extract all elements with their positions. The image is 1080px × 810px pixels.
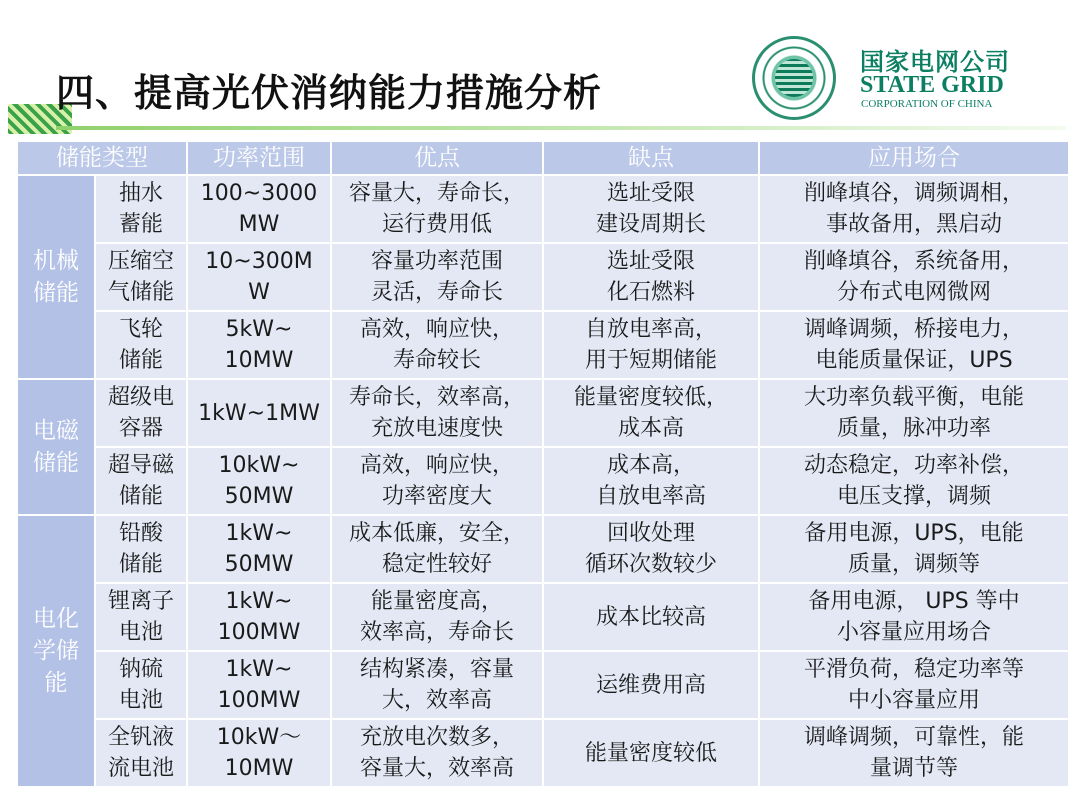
- category-cell: [17, 515, 95, 787]
- disadvantages-cell-line: 选址受限: [606, 181, 695, 206]
- power-range-cell: [187, 719, 331, 787]
- advantages-cell-line: 充放电次数多，: [359, 725, 514, 750]
- storage-type-cell-line: 容器: [118, 416, 163, 441]
- storage-type-cell-line: 储能: [118, 552, 163, 577]
- storage-type-cell-line: 飞轮: [118, 317, 163, 342]
- advantages-cell-line: 灵活，寿命长: [370, 280, 503, 305]
- power-range-cell-line: 50MW: [224, 484, 294, 509]
- advantages-cell: [331, 311, 543, 379]
- applications-cell-line: 量调节等: [869, 756, 958, 781]
- advantages-cell-line: 容量功率范围: [370, 249, 503, 274]
- category-label-line: 储能: [33, 280, 79, 306]
- disadvantages-cell-line: 选址受限: [606, 249, 695, 274]
- table-row: [17, 379, 1069, 447]
- storage-type-cell-line: 储能: [118, 484, 163, 509]
- applications-cell-line: 事故备用，黑启动: [825, 212, 1002, 237]
- disadvantages-cell-line: 成本高，: [606, 453, 695, 478]
- storage-type-cell-line: 气储能: [107, 280, 174, 305]
- disadvantages-cell-line: 化石燃料: [606, 280, 695, 305]
- applications-cell-line: 动态稳定，功率补偿，: [803, 453, 1024, 478]
- header-power: 功率范围: [187, 141, 331, 175]
- table-row: [17, 447, 1069, 515]
- advantages-cell-line: 容量大，效率高: [359, 756, 514, 781]
- category-cell: [17, 175, 95, 379]
- logo-english-subtitle: CORPORATION OF CHINA: [861, 98, 993, 110]
- advantages-cell: [331, 175, 543, 243]
- applications-cell: [759, 447, 1069, 515]
- state-grid-logo-icon: [752, 36, 836, 120]
- applications-cell-line: 削峰填谷，系统备用，: [803, 249, 1024, 274]
- applications-cell-line: 削峰填谷，调频调相，: [803, 181, 1024, 206]
- advantages-cell-line: 运行费用低: [381, 212, 492, 237]
- disadvantages-cell-line: 能量密度较低: [584, 740, 717, 766]
- power-range-cell-line: W: [248, 280, 270, 305]
- header-cons: 缺点: [543, 141, 759, 175]
- storage-type-cell: [95, 719, 187, 787]
- applications-cell: [759, 243, 1069, 311]
- applications-cell-line: 调峰调频，可靠性，能: [803, 725, 1024, 750]
- advantages-cell-line: 稳定性较好: [381, 552, 492, 577]
- storage-type-cell-line: 超导磁: [107, 453, 174, 478]
- energy-storage-table: [16, 140, 1070, 788]
- applications-cell-line: 电压支撑，调频: [836, 484, 991, 509]
- advantages-cell-line: 高效，响应快，: [359, 317, 514, 342]
- storage-type-cell-line: 蓄能: [118, 212, 163, 237]
- power-range-cell-line: 10MW: [224, 348, 294, 373]
- storage-type-cell-line: 压缩空: [107, 249, 174, 274]
- applications-cell-line: 中小容量应用: [847, 688, 980, 713]
- table-row: [17, 243, 1069, 311]
- disadvantages-cell: [543, 175, 759, 243]
- power-range-cell-line: 50MW: [224, 552, 294, 577]
- applications-cell-line: 质量，调频等: [847, 552, 980, 577]
- storage-type-cell: [95, 515, 187, 583]
- disadvantages-cell-line: 运维费用高: [595, 672, 706, 698]
- disadvantages-cell-line: 用于短期储能: [584, 348, 717, 373]
- disadvantages-cell: [543, 243, 759, 311]
- power-range-cell-line: 10kW～: [216, 725, 302, 750]
- header-pros: 优点: [331, 141, 543, 175]
- power-range-cell: [187, 243, 331, 311]
- power-range-cell-line: 5kW~: [225, 317, 293, 342]
- power-range-cell-line: 10kW~: [218, 453, 300, 478]
- title-underline: [56, 126, 1066, 130]
- storage-type-cell-line: 电池: [118, 620, 163, 645]
- advantages-cell-line: 能量密度高，: [370, 589, 503, 614]
- applications-cell-line: 平滑负荷，稳定功率等: [803, 657, 1024, 682]
- power-range-cell-line: 1kW~: [225, 657, 293, 682]
- power-range-cell: [187, 651, 331, 719]
- advantages-cell: [331, 447, 543, 515]
- disadvantages-cell-line: 成本高: [617, 416, 684, 441]
- storage-type-cell: [95, 583, 187, 651]
- disadvantages-cell-line: 回收处理: [606, 521, 695, 546]
- advantages-cell: [331, 719, 543, 787]
- storage-type-cell: [95, 379, 187, 447]
- advantages-cell-line: 充放电速度快: [370, 416, 503, 441]
- applications-cell: [759, 651, 1069, 719]
- applications-cell: [759, 175, 1069, 243]
- globe-icon: [775, 59, 813, 97]
- storage-type-cell-line: 储能: [118, 348, 163, 373]
- storage-type-cell-line: 锂离子: [107, 589, 174, 614]
- category-label-line: 学储: [33, 638, 79, 664]
- power-range-cell: [187, 379, 331, 447]
- disadvantages-cell-line: 建设周期长: [595, 212, 706, 237]
- advantages-cell-line: 功率密度大: [381, 484, 492, 509]
- advantages-cell: [331, 651, 543, 719]
- category-label-line: 电磁: [33, 418, 79, 444]
- power-range-cell-line: 1kW~1MW: [198, 400, 320, 426]
- advantages-cell-line: 寿命长，效率高，: [348, 385, 525, 410]
- storage-type-cell-line: 铅酸: [118, 521, 163, 546]
- applications-cell-line: 电能质量保证，UPS: [815, 348, 1013, 373]
- disadvantages-cell-line: 自放电率高，: [584, 317, 717, 342]
- disadvantages-cell-line: 循环次数较少: [584, 552, 717, 577]
- disadvantages-cell: [543, 583, 759, 651]
- power-range-cell-line: MW: [238, 212, 280, 237]
- power-range-cell: [187, 311, 331, 379]
- applications-cell-line: 备用电源，UPS，电能: [804, 521, 1024, 546]
- storage-type-cell: [95, 175, 187, 243]
- table-row: [17, 719, 1069, 787]
- slide-title: 四、提高光伏消纳能力措施分析: [56, 71, 603, 115]
- disadvantages-cell-line: 能量密度较低，: [573, 385, 728, 410]
- advantages-cell-line: 大，效率高: [381, 688, 492, 713]
- disadvantages-cell: [543, 719, 759, 787]
- applications-cell: [759, 583, 1069, 651]
- storage-type-cell: [95, 243, 187, 311]
- logo-english-name: STATE GRID: [860, 72, 1004, 98]
- advantages-cell-line: 高效，响应快，: [359, 453, 514, 478]
- table-row: [17, 651, 1069, 719]
- table-row: [17, 175, 1069, 243]
- applications-cell-line: 大功率负载平衡，电能: [803, 385, 1024, 410]
- advantages-cell: [331, 515, 543, 583]
- storage-type-cell-line: 钠硫: [118, 657, 163, 682]
- storage-type-cell-line: 超级电: [107, 385, 174, 410]
- storage-type-cell: [95, 311, 187, 379]
- applications-cell-line: 小容量应用场合: [836, 620, 991, 645]
- storage-type-cell: [95, 651, 187, 719]
- advantages-cell: [331, 379, 543, 447]
- power-range-cell-line: 10~300M: [205, 249, 313, 274]
- category-label-line: 电化: [33, 606, 79, 632]
- applications-cell-line: 备用电源， UPS 等中: [808, 589, 1020, 614]
- storage-type-cell-line: 抽水: [118, 181, 163, 206]
- power-range-cell-line: 100~3000: [200, 181, 318, 206]
- header-type: 储能类型: [17, 141, 187, 175]
- table-row: [17, 311, 1069, 379]
- storage-type-cell: [95, 447, 187, 515]
- logo-chinese-name: 国家电网公司: [860, 48, 1010, 76]
- disadvantages-cell-line: 自放电率高: [595, 484, 706, 509]
- table-row: [17, 583, 1069, 651]
- table-row: [17, 515, 1069, 583]
- advantages-cell-line: 寿命较长: [392, 348, 481, 373]
- advantages-cell-line: 结构紧凑，容量: [359, 657, 514, 682]
- applications-cell-line: 分布式电网微网: [836, 280, 991, 305]
- applications-cell-line: 调峰调频，桥接电力，: [803, 317, 1024, 342]
- advantages-cell-line: 容量大，寿命长，: [348, 181, 525, 206]
- power-range-cell-line: 1kW~: [225, 589, 293, 614]
- applications-cell: [759, 719, 1069, 787]
- category-label-line: 能: [44, 670, 68, 696]
- disadvantages-cell: [543, 379, 759, 447]
- disadvantages-cell-line: 成本比较高: [595, 604, 706, 630]
- storage-type-cell-line: 全钒液: [107, 725, 174, 750]
- advantages-cell: [331, 583, 543, 651]
- power-range-cell: [187, 175, 331, 243]
- disadvantages-cell: [543, 651, 759, 719]
- advantages-cell-line: 成本低廉，安全，: [348, 521, 525, 546]
- power-range-cell-line: 10MW: [224, 756, 294, 781]
- power-range-cell: [187, 515, 331, 583]
- advantages-cell: [331, 243, 543, 311]
- power-range-cell-line: 100MW: [217, 620, 301, 645]
- category-label-line: 储能: [33, 450, 79, 476]
- applications-cell: [759, 379, 1069, 447]
- storage-type-cell-line: 电池: [118, 688, 163, 713]
- disadvantages-cell: [543, 447, 759, 515]
- applications-cell: [759, 515, 1069, 583]
- power-range-cell: [187, 583, 331, 651]
- applications-cell: [759, 311, 1069, 379]
- category-cell: [17, 379, 95, 515]
- storage-type-cell-line: 流电池: [107, 756, 174, 781]
- applications-cell-line: 质量，脉冲功率: [836, 416, 991, 441]
- disadvantages-cell: [543, 311, 759, 379]
- advantages-cell-line: 效率高，寿命长: [359, 620, 514, 645]
- header-apps: 应用场合: [759, 141, 1069, 175]
- power-range-cell-line: 1kW~: [225, 521, 293, 546]
- power-range-cell: [187, 447, 331, 515]
- power-range-cell-line: 100MW: [217, 688, 301, 713]
- disadvantages-cell: [543, 515, 759, 583]
- category-label-line: 机械: [33, 248, 79, 274]
- table-header-row: [17, 141, 1069, 175]
